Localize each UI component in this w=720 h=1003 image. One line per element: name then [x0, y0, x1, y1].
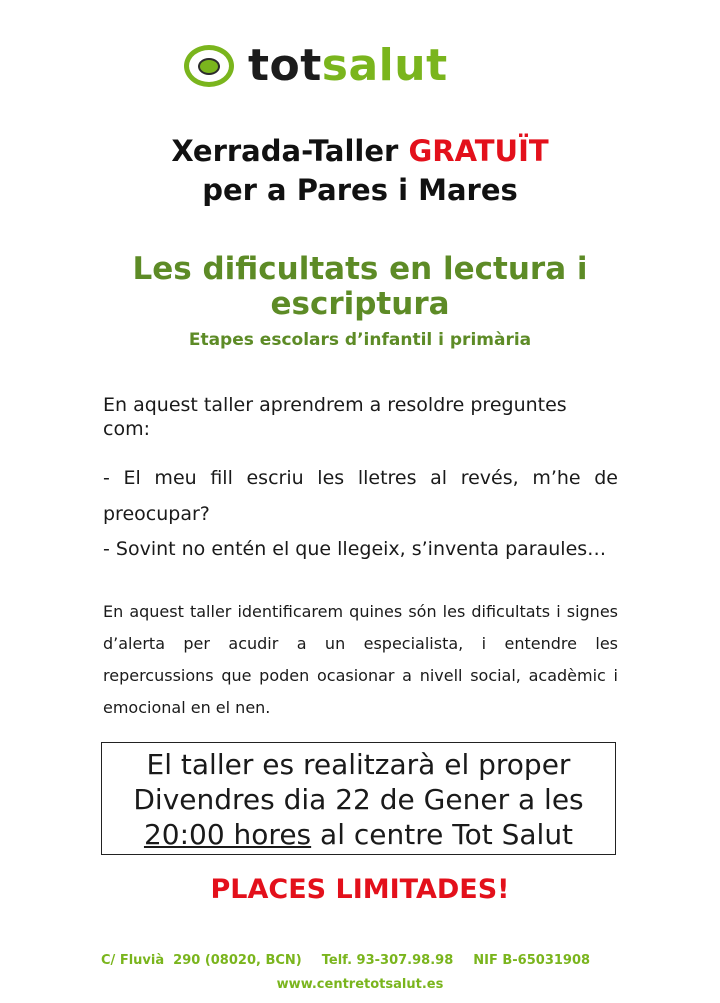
notice-time: 20:00 hores — [143, 818, 312, 851]
topic-subtitle: Etapes escolars d’infantil i primària — [188, 330, 532, 350]
date-notice-box — [101, 742, 616, 855]
footer-address: C/ Fluvià 290 (08020, BCN) — [101, 953, 302, 968]
question-item: - El meu fill escriu les lletres al revés, m’he de preocupar? — [103, 467, 618, 525]
event-title-line1 — [0, 132, 720, 171]
notice-line3 — [102, 817, 615, 852]
notice-line2: Divendres dia 22 de Gener a les — [133, 783, 584, 816]
footer-contact — [101, 953, 590, 968]
footer-phone: Telf. 93-307.98.98 — [321, 953, 454, 968]
brand-logo — [184, 38, 448, 94]
description-paragraph: En aquest taller identificarem quines són les dificultats i signes d’alerta per acudir a un especialista, i entendre les repercussions que poden ocasionar a nivell social, acadèmic i emocional en el nen. — [103, 602, 618, 717]
logo-word-tot: tot — [248, 40, 322, 91]
intro-text: En aquest taller aprendrem a resoldre preguntes com: — [103, 394, 567, 440]
limited-places-banner: PLACES LIMITADES! — [210, 874, 510, 905]
topic-title: Les dificultats en lectura i escriptura — [132, 251, 588, 322]
notice-line1: El taller es realitzarà el proper — [146, 748, 571, 781]
event-type: Xerrada-Taller — [171, 134, 399, 168]
logo-circle-icon — [184, 45, 234, 87]
logo-word-salut: salut — [321, 40, 448, 91]
footer-website-link[interactable]: www.centretotsalut.es — [276, 977, 444, 992]
question-item: - Sovint no entén el que llegeix, s’inventa paraules… — [103, 538, 607, 560]
footer-nif: NIF B-65031908 — [473, 953, 591, 968]
event-title — [0, 132, 720, 210]
audience-line: per a Pares i Mares — [202, 173, 518, 207]
notice-location: al centre Tot Salut — [311, 818, 574, 851]
free-label: GRATUÏT — [408, 134, 549, 168]
logo-wordmark — [248, 40, 448, 91]
